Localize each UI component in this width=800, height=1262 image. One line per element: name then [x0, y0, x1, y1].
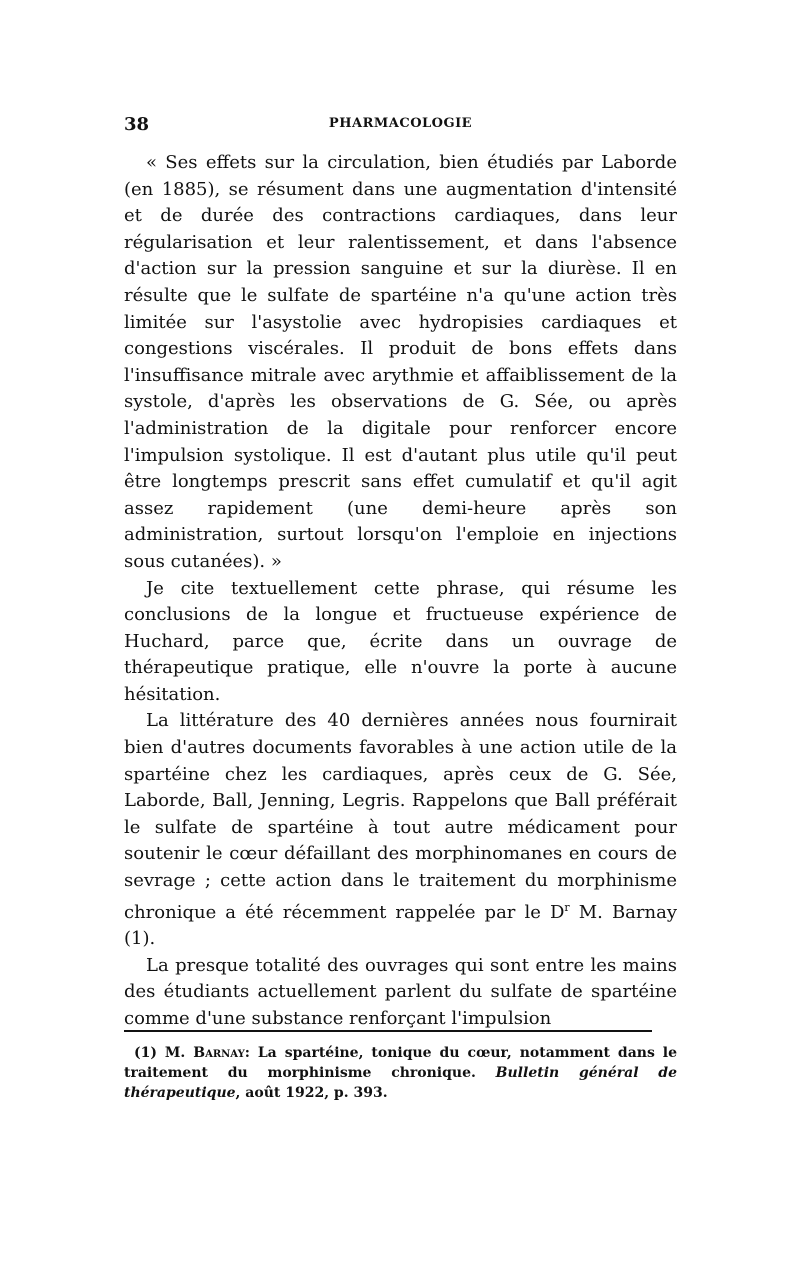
- paragraph-textbooks: La presque totalité des ouvrages qui sont entre les mains des étudiants actuellement parlent du sulfate de spartéine comme d'une substance renforçant l'impulsion: [124, 954, 677, 1029]
- paragraph-citation: Je cite textuellement cette phrase, qui résume les conclusions de la longue et fructueuse expérience de Huchard, parce que, écrite dans un ouvrage de thérapeutique pratique, elle n'ouvre la porte à aucune hésitation.: [124, 577, 677, 705]
- footnote-marker: (1) M.: [134, 1045, 194, 1061]
- doctor-superscript: r: [564, 900, 570, 914]
- footnote-divider: [124, 1030, 652, 1032]
- page-number: 38: [124, 114, 150, 135]
- page-header: [124, 114, 677, 138]
- footnote-1: [124, 1043, 677, 1103]
- footnote-author: Barnay: [193, 1045, 245, 1061]
- footnote-journal: Bulletin général de thérapeutique: [124, 1065, 678, 1101]
- paragraph-literature: [124, 708, 677, 952]
- body-text: [124, 150, 677, 1033]
- footnote-text: : La spartéine, tonique du cœur, notamment dans le traitement du morphinisme chronique.: [124, 1045, 678, 1081]
- footnotes: [124, 1043, 677, 1103]
- paragraph-literature-end: M. Barnay (1).: [124, 901, 678, 950]
- paragraph-literature-text: La littérature des 40 dernières années nous fournirait bien d'autres documents favorables à une action utile de la spartéine chez les cardiaques, après ceux de G. Sée, Laborde, Ball, Jenning, Legris. Rappelons que Ball préférait le sulfate de spartéine à tout autre médicament pour soutenir le cœur défaillant des morphinomanes en cours de sevrage ; cette action dans le traitement du morphinisme chronique a été récemment rappelée par le D: [124, 710, 677, 923]
- footnote-date: , août 1922, p. 393.: [235, 1085, 388, 1101]
- running-title: PHARMACOLOGIE: [328, 116, 473, 131]
- paragraph-quote: « Ses effets sur la circulation, bien étudiés par Laborde (en 1885), se résument dans une augmentation d'intensité et de durée des contractions cardiaques, dans leur régularisation et leur ralentissement, et dans l'absence d'action sur la pression sanguine et sur la diurèse. Il en résulte que le sulfate de spartéine n'a qu'une action très limitée sur l'asystolie avec hydropisies cardiaques et congestions viscérales. Il produit de bons effets dans l'insuffisance mitrale avec arythmie et affaiblissement de la systole, d'après les observations de G. Sée, ou après l'administration de la digitale pour renforcer encore l'impulsion systolique. Il est d'autant plus utile qu'il peut être longtemps prescrit sans effet cumulatif et qu'il agit assez rapidement (une demi-heure après son administration, surtout lorsqu'on l'emploie en injections sous cutanées). »: [124, 152, 677, 572]
